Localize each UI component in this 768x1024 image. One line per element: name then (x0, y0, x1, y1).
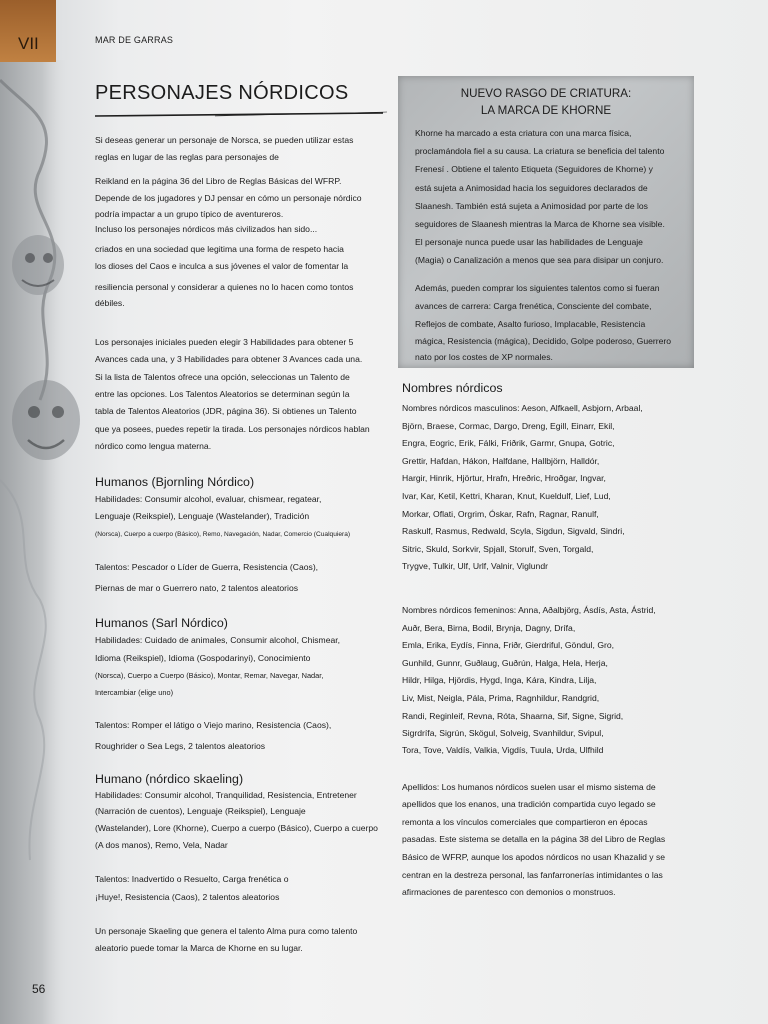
text-line: (Norsca), Cuerpo a Cuerpo (Básico), Montar, Remar, Navegar, Nadar, (95, 670, 324, 680)
text-line: está sujeta a Animosidad hacia los seguidores declarados de (415, 182, 648, 193)
text-line: Grettir, Hafdan, Hákon, Halfdane, Hallbjörn, Halldór, (402, 455, 600, 466)
text-line: Engra, Eogric, Erik, Fálki, Friðrik, Garmr, Gnupa, Gotric, (402, 438, 615, 449)
text-line: nato por los costes de XP normales. (415, 352, 553, 363)
section-heading: Humanos (Bjornling Nórdico) (95, 475, 255, 490)
running-head: MAR DE GARRAS (95, 35, 174, 45)
text-line: Avances cada una, y 3 Habilidades para obtener 3 Avances cada una. (95, 354, 363, 365)
text-line: (Narración de cuentos), Lenguaje (Reikspiel), Lenguaje (95, 805, 306, 816)
text-line: Auðr, Bera, Birna, Bodil, Brynja, Dagny, Drífa, (402, 622, 576, 633)
intro-paragraph (95, 132, 390, 310)
text-line: Habilidades: Cuidado de animales, Consumir alcohol, Chismear, (95, 635, 341, 646)
text-line: entre las opciones. Los Talentos Aleatorios se determinan según la (95, 388, 350, 399)
text-line: Hildr, Hilga, Hjördis, Hygd, Inga, Kára, Kindra, Lilja, (402, 675, 597, 686)
text-line: Björn, Braese, Cormac, Dargo, Dreng, Egill, Einarr, Ekil, (402, 420, 615, 431)
text-line: Nombres nórdicos femeninos: Anna, Aðalbjörg, Ásdís, Asta, Ástrid, (402, 604, 656, 615)
text-line: Trygve, Tulkir, Ulf, Urlf, Valnir, Viglundr (402, 561, 548, 572)
names-heading: Nombres nórdicos (402, 381, 503, 395)
text-line: Si la lista de Talentos ofrece una opción, seleccionas un Talento de (95, 371, 350, 382)
text-line: Randi, Reginleif, Revna, Róta, Shaarna, Sif, Signe, Sigrid, (402, 710, 624, 721)
box-paragraph-1 (415, 124, 687, 270)
female-names (402, 602, 702, 757)
text-line: centran en la destreza personal, las fanfarronerías intimidantes o las (402, 869, 663, 880)
text-line: Talentos: Romper el látigo o Viejo marino, Resistencia (Caos), (95, 719, 332, 730)
text-line: Incluso los personajes nórdicos más civilizados han sido... (95, 224, 318, 235)
text-line: Gunhild, Gunnr, Guðlaug, Guðrún, Halga, Hela, Herja, (402, 657, 608, 668)
right-column (402, 378, 702, 902)
text-line: Talentos: Pescador o Líder de Guerra, Resistencia (Caos), (95, 561, 319, 572)
creature-trait-box (398, 76, 694, 368)
chapter-tab (0, 0, 56, 62)
text-line: Hargir, Hinrik, Hjörtur, Hrafn, Hreðric, Hroðgar, Ingvar, (402, 473, 606, 484)
text-line: aleatorio puede tomar la Marca de Khorne en su lugar. (95, 943, 303, 954)
text-line: que ya posees, puedes repetir la tirada. Los personajes nórdicos hablan (95, 423, 370, 434)
text-line: Sitric, Skuld, Sorkvir, Spjall, Storulf, Sven, Torgald, (402, 543, 594, 554)
text-line: Lenguaje (Reikspiel), Lenguaje (Wastelander), Tradición (95, 511, 310, 522)
text-line: podría impactar a un grupo típico de aventureros. (95, 209, 284, 220)
text-line: Frenesí . Obtiene el talento Etiqueta (Seguidores de Khorne) y (415, 164, 653, 175)
text-line: Emla, Erika, Eydís, Finna, Friðr, Gierdriful, Göndul, Gro, (402, 640, 615, 651)
text-line: Idioma (Reikspiel), Idioma (Gospodarinyi), Conocimiento (95, 652, 311, 663)
text-line: Slaanesh. También está sujeta a Animosidad por parte de los (415, 200, 648, 211)
text-line: Habilidades: Consumir alcohol, evaluar, chismear, regatear, (95, 494, 322, 505)
rules-paragraph (95, 334, 390, 455)
box-title-line-1: NUEVO RASGO DE CRIATURA: (460, 87, 632, 100)
gargoyle-margin-illustration (0, 0, 92, 1024)
page-title: PERSONAJES NÓRDICOS (95, 82, 349, 104)
text-line: Khorne ha marcado a esta criatura con una marca física, (415, 128, 632, 138)
section-heading: Humanos (Sarl Nórdico) (95, 616, 228, 631)
text-line: Depende de los jugadores y DJ pensar en cómo un personaje nórdico (95, 192, 362, 203)
text-line: mágica, Resistencia (mágica), Decidido, Golpe poderoso, Guerrero (415, 336, 672, 347)
skaeling-section (95, 771, 390, 958)
text-line: El personaje nunca puede usar las habilidades de Lenguaje (415, 237, 643, 248)
text-line: débiles. (95, 298, 125, 309)
text-line: (Wastelander), Lore (Khorne), Cuerpo a cuerpo (Básico), Cuerpo a cuerpo (95, 822, 378, 833)
text-line: Apellidos: Los humanos nórdicos suelen usar el mismo sistema de (402, 781, 656, 792)
box-paragraph-2 (415, 280, 687, 363)
text-line: (Norsca), Cuerpo a cuerpo (Básico), Remo, Navegación, Nadar, Comercio (Cualquiera) (95, 530, 351, 538)
text-line: Raskulf, Rasmus, Redwald, Scyla, Sigdun, Sigvald, Sindri, (402, 526, 625, 537)
text-line: tabla de Talentos Aleatorios (JDR, página 36). Si obtienes un Talento (95, 406, 357, 417)
text-line: Liv, Mist, Neigla, Pála, Prima, Ragnhildur, Randgrid, (402, 692, 600, 703)
section-heading: Humano (nórdico skaeling) (95, 771, 244, 786)
text-line: Los personajes iniciales pueden elegir 3 Habilidades para obtener 5 (95, 337, 354, 348)
text-line: apellidos que los enanos, una tradición compartida cuyo legado se (402, 799, 656, 810)
text-line: nórdico como lengua materna. (95, 440, 212, 451)
title-rule-ornament (95, 107, 387, 125)
text-line: ¡Huye!, Resistencia (Caos), 2 talentos aleatorios (95, 891, 280, 902)
text-line: remonta a los vínculos comerciales que compartieron en épocas (402, 816, 648, 827)
text-line: seguidores de Slaanesh mientras la Marca de Khorne sea visible. (415, 219, 665, 230)
bjornling-section (95, 473, 390, 597)
text-line: pasadas. Este sistema se detalla en la página 38 del Libro de Reglas (402, 834, 666, 845)
text-line: Morkar, Oflati, Orgrim, Óskar, Rafn, Ragnar, Ranulf, (402, 508, 599, 519)
text-line: Nombres nórdicos masculinos: Aeson, Alfkaell, Asbjorn, Arbaal, (402, 403, 643, 413)
left-column (95, 82, 390, 958)
text-line: (A dos manos), Remo, Vela, Nadar (95, 840, 228, 851)
sarl-section (95, 614, 390, 755)
box-title-line-2: LA MARCA DE KHORNE (480, 104, 612, 117)
text-line: reglas en lugar de las reglas para personajes de (95, 152, 279, 163)
page-number: 56 (32, 982, 46, 996)
text-line: Un personaje Skaeling que genera el talento Alma pura como talento (95, 926, 358, 937)
text-line: Tora, Tove, Valdís, Valkia, Vigdís, Tuula, Urda, Ulfhild (402, 744, 604, 755)
text-line: Ivar, Kar, Ketil, Kettri, Kharan, Knut, Kueldulf, Lief, Lud, (402, 490, 611, 501)
text-line: Habilidades: Consumir alcohol, Tranquilidad, Resistencia, Entretener (95, 789, 357, 800)
text-line: Intercambiar (elige uno) (95, 687, 174, 697)
text-line: Reflejos de combate, Asalto furioso, Implacable, Resistencia (415, 318, 646, 329)
text-line: resiliencia personal y considerar a quienes no lo hacen como tontos (95, 281, 354, 292)
text-line: Talentos: Inadvertido o Resuelto, Carga frenética o (95, 874, 289, 885)
text-line: Si deseas generar un personaje de Norsca, se pueden utilizar estas (95, 135, 354, 145)
text-line: Reikland en la página 36 del Libro de Reglas Básicas del WFRP. (95, 175, 342, 186)
surnames-paragraph (402, 779, 702, 902)
text-line: (Magia) o Canalización a menos que sea para disipar un conjuro. (415, 255, 664, 266)
text-line: Además, pueden comprar los siguientes talentos como si fueran (415, 283, 660, 293)
text-line: criados en una sociedad que legitima una forma de respeto hacia (95, 244, 344, 255)
text-line: los dioses del Caos e inculca a sus jóvenes el valor de fomentar la (95, 261, 349, 272)
chapter-numeral: VII (18, 34, 39, 53)
text-line: Sigrdrífa, Sigrún, Skögul, Solveig, Svanhildur, Svipul, (402, 728, 604, 739)
text-line: Piernas de mar o Guerrero nato, 2 talentos aleatorios (95, 583, 299, 594)
male-names (402, 400, 702, 576)
text-line: Roughrider o Sea Legs, 2 talentos aleatorios (95, 741, 266, 752)
text-line: proclamándola fiel a su causa. La criatura se beneficia del talento (415, 146, 665, 157)
text-line: afirmaciones de parentesco con demonios o monstruos. (402, 887, 616, 898)
text-line: avances de carrera: Carga frenética, Consciente del combate, (415, 300, 652, 311)
text-line: Básico de WFRP, aunque los apodos nórdicos no usan Khazalid y se (402, 852, 666, 863)
